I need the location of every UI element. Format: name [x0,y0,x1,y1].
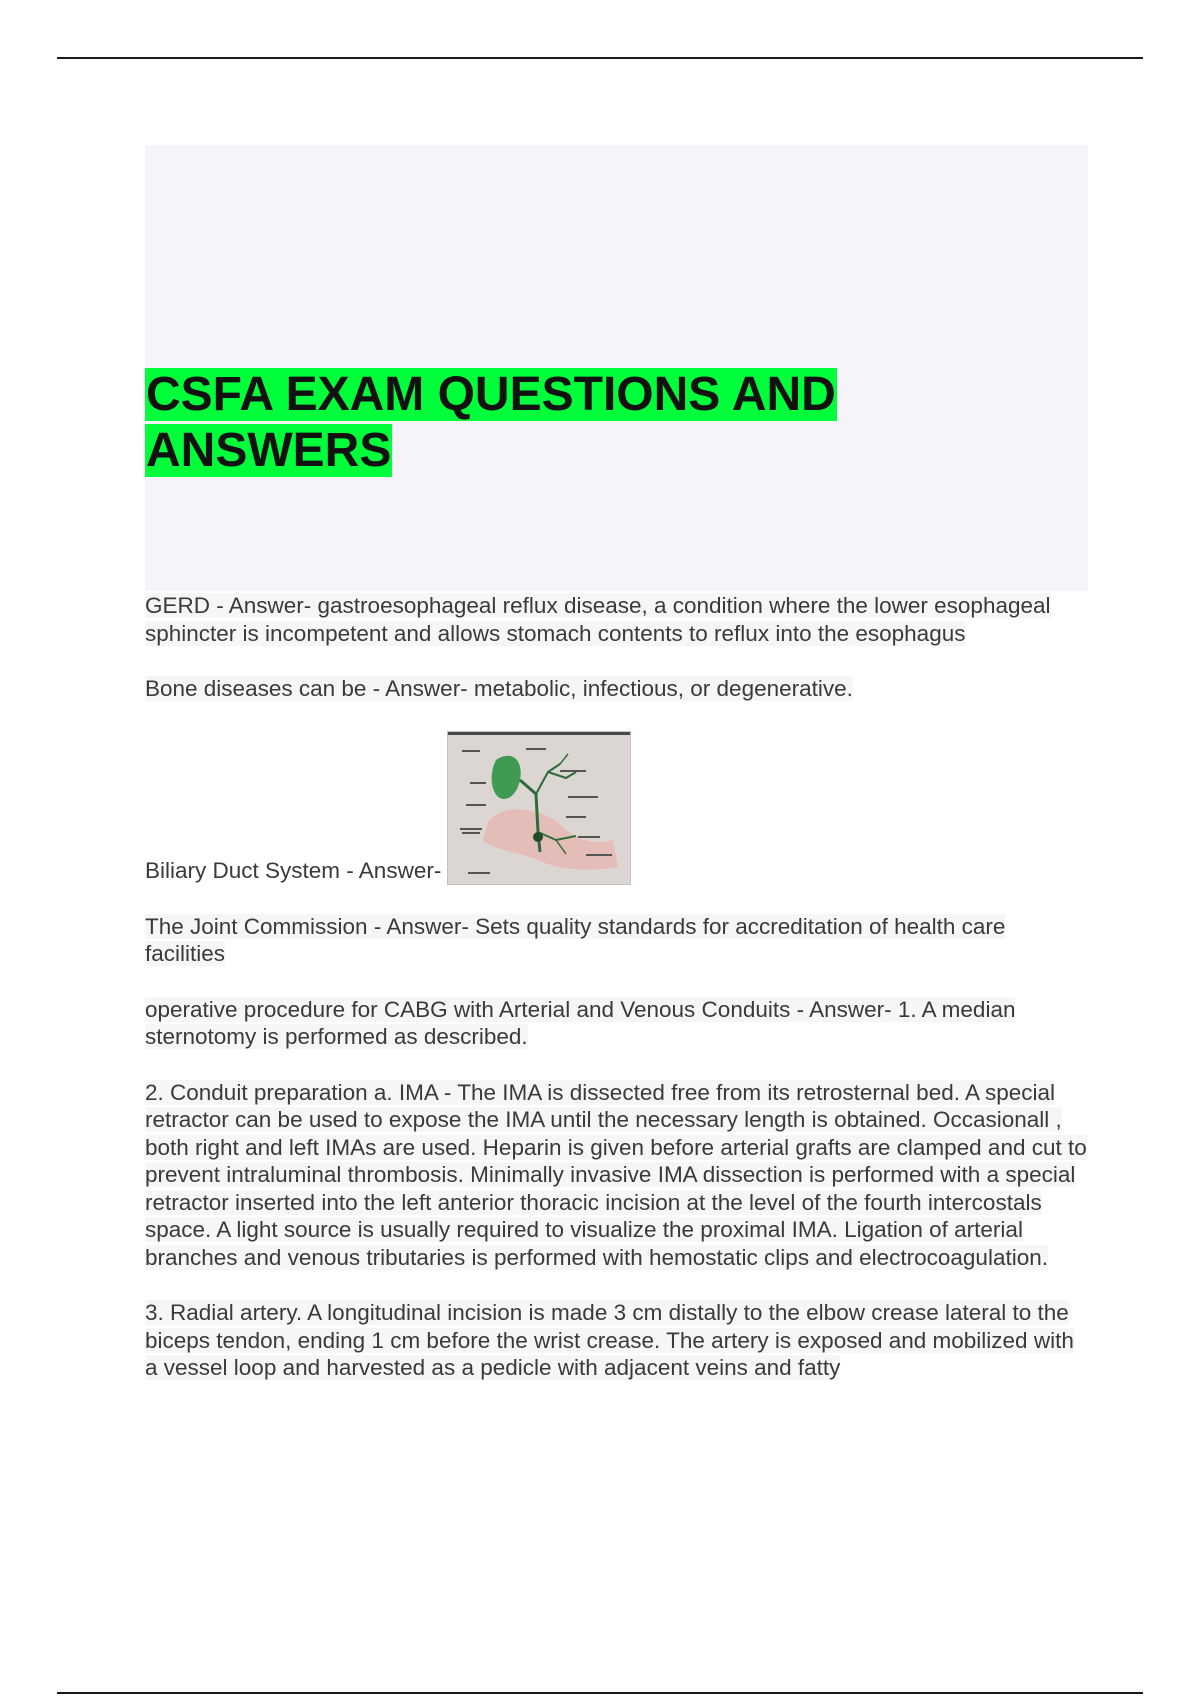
qa-item-joint-commission [145,913,1090,968]
title-line-2: ANSWERS [146,424,392,477]
top-rule [57,57,1143,59]
biliary-duct-diagram [447,731,631,885]
bottom-rule [57,1692,1143,1694]
qa-item-text: Biliary Duct System - Answer- [145,858,442,883]
qa-item-gerd [145,592,1090,647]
document-title [145,367,837,479]
qa-item-text: The Joint Commission - Answer- Sets quality standards for accreditation of health care facilities [145,913,1006,966]
qa-item-bone-diseases [145,675,1090,703]
qa-item-cabg-procedure [145,996,1090,1051]
qa-item-text: 3. Radial artery. A longitudinal incision is made 3 cm distally to the elbow crease lateral to the biceps tendon, ending 1 cm before the wrist crease. The artery is exposed and mobilized with a vessel loop and harvested as a pedicle with adjacent veins and fatty [145,1300,1074,1380]
qa-item-text: 2. Conduit preparation a. IMA - The IMA is dissected free from its retrosternal bed. A special retractor can be used to expose the IMA until the necessary length is obtained. Occasionall , both right and left IMAs are used. Heparin is given before arterial grafts are clamped and cut to prevent intraluminal thrombosis. Minimally invasive IMA dissection is performed with a special retractor inserted into the left anterior thoracic incision at the level of the fourth intercostals space. A light source is usually required to visualize the proximal IMA. Ligation of arterial branches and venous tributaries is performed with hemostatic clips and electrocoagulation. [145,1079,1087,1270]
qa-item-conduit-preparation [145,1079,1090,1272]
qa-item-radial-artery [145,1299,1090,1382]
qa-item-biliary-duct [145,731,1090,885]
qa-item-text: operative procedure for CABG with Arterial and Venous Conduits - Answer- 1. A median sternotomy is performed as described. [145,996,1016,1049]
title-line-1: CSFA EXAM QUESTIONS AND [146,368,836,421]
qa-item-text: Bone diseases can be - Answer- metabolic, infectious, or degenerative. [145,676,853,701]
qa-item-text: GERD - Answer- gastroesophageal reflux disease, a condition where the lower esophageal sphincter is incompetent and allows stomach contents to reflux into the esophagus [145,593,1051,646]
qa-content [145,592,1090,1410]
